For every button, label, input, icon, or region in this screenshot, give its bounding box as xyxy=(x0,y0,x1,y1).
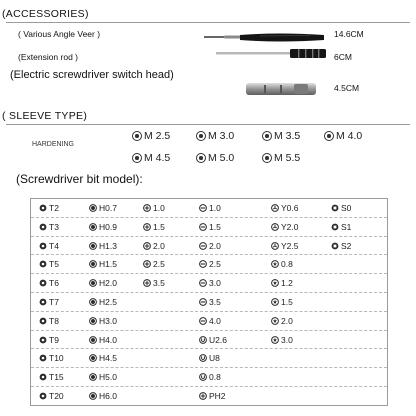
bit-label: 2.0 xyxy=(209,240,221,251)
accessory-size-extension: 6CM xyxy=(334,52,352,62)
bit-label: H1.5 xyxy=(99,259,117,270)
slotted-icon xyxy=(199,223,207,231)
bit-label: U2.6 xyxy=(209,334,227,345)
u-type-icon xyxy=(199,336,207,344)
angle-veer-tool-image xyxy=(200,28,330,46)
bit-row xyxy=(31,368,387,387)
torx-icon xyxy=(39,373,47,381)
torx-icon xyxy=(39,260,47,268)
bit-cell xyxy=(39,277,59,289)
bit-cell xyxy=(199,296,221,308)
bit-label: T5 xyxy=(49,259,59,270)
bit-label: S0 xyxy=(341,203,352,213)
bit-cell xyxy=(39,352,64,364)
torx-icon xyxy=(39,392,47,400)
bit-row xyxy=(31,387,387,406)
bit-cell xyxy=(199,390,226,402)
bit-cell xyxy=(39,334,59,346)
bit-label: T2 xyxy=(49,203,59,213)
bit-cell xyxy=(199,240,221,252)
bit-cell xyxy=(199,258,221,270)
bit-label: T3 xyxy=(49,221,59,232)
phillips-icon xyxy=(143,223,151,231)
bit-cell xyxy=(331,202,351,214)
sleeve-dot-icon xyxy=(196,131,206,141)
bit-row xyxy=(31,199,387,218)
bit-label: Y2.0 xyxy=(281,221,299,232)
bit-label: 1.5 xyxy=(209,221,221,232)
bit-cell xyxy=(271,334,293,346)
torx-icon xyxy=(39,279,47,287)
bit-cell xyxy=(39,240,59,252)
bit-cell xyxy=(89,221,117,233)
bit-cell xyxy=(143,221,165,233)
accessories-divider xyxy=(6,22,410,23)
torx-icon xyxy=(39,242,47,250)
bit-label: H3.0 xyxy=(99,315,117,326)
bit-cell xyxy=(89,390,117,402)
bit-label: Y2.5 xyxy=(281,240,299,251)
bit-row xyxy=(31,312,387,331)
torx-icon xyxy=(39,223,47,231)
bit-cell xyxy=(89,352,117,364)
hex-icon xyxy=(89,242,97,250)
bit-label: 1.0 xyxy=(153,203,165,213)
bit-cell xyxy=(89,296,117,308)
bit-cell xyxy=(89,240,117,252)
bit-row xyxy=(31,349,387,368)
pentalobe-icon xyxy=(271,317,279,325)
bit-label: H4.0 xyxy=(99,334,117,345)
phillips-icon xyxy=(143,242,151,250)
sleeve-m3-0: M 3.0 xyxy=(196,129,234,143)
torx-icon xyxy=(39,336,47,344)
accessory-label-extension: (Extension rod ) xyxy=(18,52,78,62)
pentalobe-icon xyxy=(271,260,279,268)
hex-icon xyxy=(89,373,97,381)
sleeve-dot-icon xyxy=(132,153,142,163)
bit-cell xyxy=(89,277,117,289)
bit-cell xyxy=(199,315,221,327)
tri-wing-icon xyxy=(271,242,279,250)
u-type-icon xyxy=(199,373,207,381)
u-type-icon xyxy=(199,354,207,362)
sleeve-dot-icon xyxy=(196,153,206,163)
sleeve-m5-0: M 5.0 xyxy=(196,151,234,165)
bit-label: 1.5 xyxy=(153,221,165,232)
bit-cell xyxy=(331,240,351,252)
bit-label: 1.2 xyxy=(281,278,293,289)
accessory-size-switch-head: 4.5CM xyxy=(334,83,360,93)
tri-wing-icon xyxy=(271,204,279,212)
slotted-icon xyxy=(199,204,207,212)
hex-icon xyxy=(89,317,97,325)
bit-cell xyxy=(271,240,299,252)
accessory-size-veer: 14.6CM xyxy=(334,29,364,39)
hex-icon xyxy=(89,336,97,344)
bit-cell xyxy=(271,202,299,214)
bit-label: 2.5 xyxy=(153,259,165,270)
square-icon xyxy=(331,223,339,231)
bit-label: 2.0 xyxy=(281,315,293,326)
pentalobe-icon xyxy=(271,298,279,306)
bit-label: 3.5 xyxy=(153,278,165,289)
sleeve-m4-5: M 4.5 xyxy=(132,151,170,165)
bit-label: T6 xyxy=(49,278,59,289)
bit-label: 4.0 xyxy=(209,315,221,326)
accessories-heading: (ACCESSORIES) xyxy=(2,8,89,20)
hardening-label: HARDENING xyxy=(32,141,75,148)
phillips-icon xyxy=(199,392,207,400)
phillips-icon xyxy=(143,260,151,268)
bit-label: 3.5 xyxy=(209,297,221,307)
bit-label: 3.0 xyxy=(281,334,293,345)
bit-cell xyxy=(89,258,117,270)
bit-label: T7 xyxy=(49,297,59,307)
bit-label: 3.0 xyxy=(209,278,221,289)
bits-title: (Screwdriver bit model): xyxy=(16,172,143,186)
bit-label: H5.0 xyxy=(99,372,117,383)
bit-model-table xyxy=(30,198,388,406)
torx-icon xyxy=(39,298,47,306)
bit-cell xyxy=(271,258,293,270)
bit-cell xyxy=(199,334,227,346)
bit-label: T10 xyxy=(49,353,64,364)
sleeve-m2-5: M 2.5 xyxy=(132,129,170,143)
bit-cell xyxy=(199,352,220,364)
hex-icon xyxy=(89,279,97,287)
sleeve-m4-0: M 4.0 xyxy=(324,129,362,143)
phillips-icon xyxy=(143,204,151,212)
bit-cell xyxy=(39,296,59,308)
bit-row xyxy=(31,237,387,256)
sleeve-m5-5: M 5.5 xyxy=(262,151,300,165)
bit-label: H1.3 xyxy=(99,240,117,251)
square-icon xyxy=(331,242,339,250)
bit-label: PH2 xyxy=(209,391,226,401)
bit-cell xyxy=(143,258,165,270)
bit-cell xyxy=(271,296,293,308)
bit-cell xyxy=(199,371,221,383)
pentalobe-icon xyxy=(271,336,279,344)
bit-label: S2 xyxy=(341,240,352,251)
bit-row xyxy=(31,274,387,293)
bit-row xyxy=(31,255,387,274)
bit-cell xyxy=(143,277,165,289)
bit-label: H2.5 xyxy=(99,297,117,307)
bit-label: H2.0 xyxy=(99,278,117,289)
bit-cell xyxy=(331,221,351,233)
bit-label: H6.0 xyxy=(99,391,117,401)
hex-icon xyxy=(89,260,97,268)
torx-icon xyxy=(39,354,47,362)
bit-cell xyxy=(39,315,59,327)
bit-cell xyxy=(271,277,293,289)
bit-label: H0.7 xyxy=(99,203,117,213)
bit-cell xyxy=(39,371,64,383)
tri-wing-icon xyxy=(271,223,279,231)
hex-icon xyxy=(89,354,97,362)
bit-cell xyxy=(39,202,59,214)
bit-label: H0.9 xyxy=(99,221,117,232)
bit-cell xyxy=(39,390,64,402)
bit-cell xyxy=(89,202,117,214)
bit-label: 0.8 xyxy=(281,259,293,270)
bit-label: T8 xyxy=(49,315,59,326)
accessory-label-switch-head: (Electric screwdriver switch head) xyxy=(10,69,174,81)
sleeve-divider xyxy=(6,124,410,125)
bit-label: 2.0 xyxy=(153,240,165,251)
square-icon xyxy=(331,204,339,212)
pentalobe-icon xyxy=(271,279,279,287)
extension-rod-image xyxy=(212,45,336,61)
bit-row xyxy=(31,218,387,237)
bit-row xyxy=(31,293,387,312)
bit-cell xyxy=(271,315,293,327)
torx-icon xyxy=(39,317,47,325)
bit-label: T20 xyxy=(49,391,64,401)
bit-cell xyxy=(39,258,59,270)
bit-cell xyxy=(143,202,165,214)
phillips-icon xyxy=(143,279,151,287)
bit-label: T15 xyxy=(49,372,64,383)
hex-icon xyxy=(89,392,97,400)
sleeve-heading: ( SLEEVE TYPE) xyxy=(2,110,88,122)
bit-label: Y0.6 xyxy=(281,203,299,213)
sleeve-dot-icon xyxy=(262,153,272,163)
torx-icon xyxy=(39,204,47,212)
slotted-icon xyxy=(199,279,207,287)
switch-head-image xyxy=(244,78,320,100)
accessory-label-veer: ( Various Angle Veer ) xyxy=(18,29,101,39)
sleeve-dot-icon xyxy=(324,131,334,141)
bit-cell xyxy=(89,334,117,346)
bit-label: 0.8 xyxy=(209,372,221,383)
bit-label: 1.0 xyxy=(209,203,221,213)
bit-cell xyxy=(271,221,299,233)
hex-icon xyxy=(89,204,97,212)
bit-row xyxy=(31,331,387,350)
bit-label: T4 xyxy=(49,240,59,251)
bit-cell xyxy=(199,221,221,233)
bit-cell xyxy=(143,240,165,252)
slotted-icon xyxy=(199,242,207,250)
bit-label: H4.5 xyxy=(99,353,117,364)
hex-icon xyxy=(89,223,97,231)
slotted-icon xyxy=(199,317,207,325)
sleeve-m3-5: M 3.5 xyxy=(262,129,300,143)
bit-label: U8 xyxy=(209,353,220,364)
hex-icon xyxy=(89,298,97,306)
bit-label: S1 xyxy=(341,221,352,232)
sleeve-dot-icon xyxy=(132,131,142,141)
bit-label: 2.5 xyxy=(209,259,221,270)
bit-cell xyxy=(39,221,59,233)
bit-cell xyxy=(89,371,117,383)
bit-label: 1.5 xyxy=(281,297,293,307)
slotted-icon xyxy=(199,298,207,306)
bit-cell xyxy=(199,202,221,214)
bit-label: T9 xyxy=(49,334,59,345)
bit-cell xyxy=(89,315,117,327)
sleeve-dot-icon xyxy=(262,131,272,141)
slotted-icon xyxy=(199,260,207,268)
bit-cell xyxy=(199,277,221,289)
